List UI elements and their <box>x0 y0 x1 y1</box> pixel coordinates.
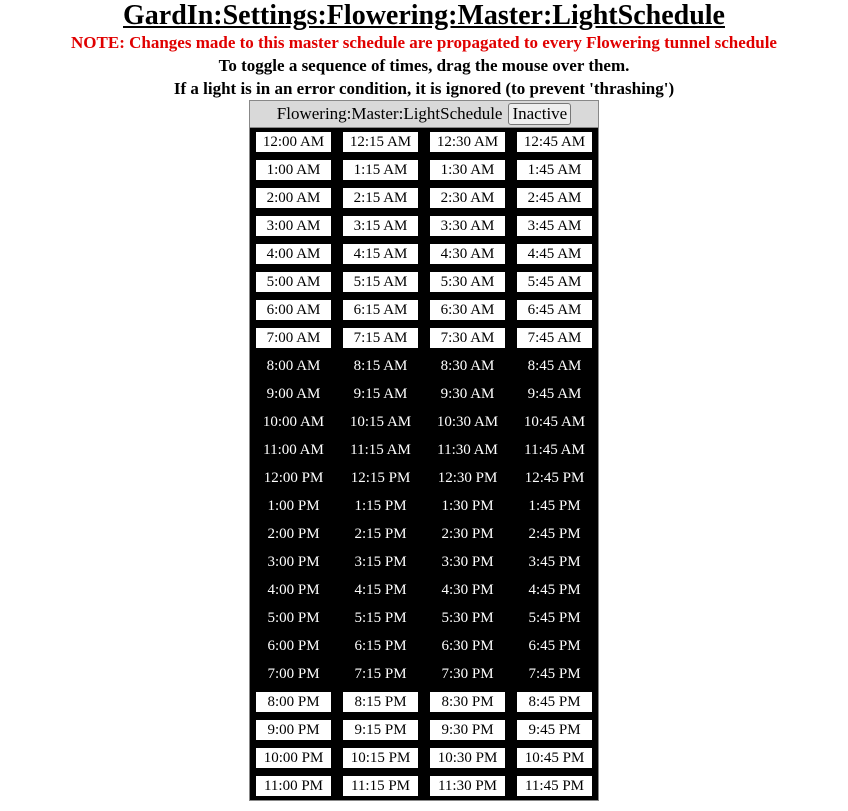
time-slot-4-45-am[interactable]: 4:45 AM <box>517 244 592 264</box>
time-slot-5-45-am[interactable]: 5:45 AM <box>517 272 592 292</box>
time-slot-12-15-am[interactable]: 12:15 AM <box>343 132 418 152</box>
error-instruction: If a light is in an error condition, it is ignored (to prevent 'thrashing') <box>173 79 675 98</box>
time-slot-9-30-pm[interactable]: 9:30 PM <box>430 720 505 740</box>
time-slot-9-00-am[interactable]: 9:00 AM <box>256 384 331 404</box>
time-slot-6-15-am[interactable]: 6:15 AM <box>343 300 418 320</box>
time-slot-3-30-am[interactable]: 3:30 AM <box>430 216 505 236</box>
time-slot-2-30-am[interactable]: 2:30 AM <box>430 188 505 208</box>
time-slot-3-45-pm[interactable]: 3:45 PM <box>517 552 592 572</box>
page-title: GardIn:Settings:Flowering:Master:LightSchedule <box>123 0 725 31</box>
light-schedule-panel <box>249 100 599 801</box>
time-slot-1-15-pm[interactable]: 1:15 PM <box>343 496 418 516</box>
time-slot-3-00-pm[interactable]: 3:00 PM <box>256 552 331 572</box>
time-slot-10-30-pm[interactable]: 10:30 PM <box>430 748 505 768</box>
time-slot-4-15-am[interactable]: 4:15 AM <box>343 244 418 264</box>
time-slot-1-15-am[interactable]: 1:15 AM <box>343 160 418 180</box>
time-slot-7-45-pm[interactable]: 7:45 PM <box>517 664 592 684</box>
time-slot-4-00-pm[interactable]: 4:00 PM <box>256 580 331 600</box>
time-slot-5-30-pm[interactable]: 5:30 PM <box>430 608 505 628</box>
time-slot-11-45-pm[interactable]: 11:45 PM <box>517 776 592 796</box>
time-slot-1-00-pm[interactable]: 1:00 PM <box>256 496 331 516</box>
time-slot-11-15-am[interactable]: 11:15 AM <box>343 440 418 460</box>
time-slot-2-15-pm[interactable]: 2:15 PM <box>343 524 418 544</box>
time-slot-11-00-am[interactable]: 11:00 AM <box>256 440 331 460</box>
time-slot-3-00-am[interactable]: 3:00 AM <box>256 216 331 236</box>
time-slot-9-00-pm[interactable]: 9:00 PM <box>256 720 331 740</box>
time-slot-8-15-am[interactable]: 8:15 AM <box>343 356 418 376</box>
time-slot-1-45-pm[interactable]: 1:45 PM <box>517 496 592 516</box>
time-slot-2-45-am[interactable]: 2:45 AM <box>517 188 592 208</box>
time-slot-5-00-am[interactable]: 5:00 AM <box>256 272 331 292</box>
time-slot-8-45-am[interactable]: 8:45 AM <box>517 356 592 376</box>
time-slot-12-45-am[interactable]: 12:45 AM <box>517 132 592 152</box>
time-slot-12-30-am[interactable]: 12:30 AM <box>430 132 505 152</box>
time-slot-2-30-pm[interactable]: 2:30 PM <box>430 524 505 544</box>
drag-instruction: To toggle a sequence of times, drag the mouse over them. <box>218 56 630 75</box>
time-slot-10-30-am[interactable]: 10:30 AM <box>430 412 505 432</box>
time-slot-10-45-pm[interactable]: 10:45 PM <box>517 748 592 768</box>
time-slot-1-45-am[interactable]: 1:45 AM <box>517 160 592 180</box>
time-slot-6-30-am[interactable]: 6:30 AM <box>430 300 505 320</box>
time-slot-9-15-pm[interactable]: 9:15 PM <box>343 720 418 740</box>
time-slot-7-15-am[interactable]: 7:15 AM <box>343 328 418 348</box>
time-slot-6-15-pm[interactable]: 6:15 PM <box>343 636 418 656</box>
time-slot-8-15-pm[interactable]: 8:15 PM <box>343 692 418 712</box>
time-slot-4-30-pm[interactable]: 4:30 PM <box>430 580 505 600</box>
time-slot-7-15-pm[interactable]: 7:15 PM <box>343 664 418 684</box>
time-slot-11-30-am[interactable]: 11:30 AM <box>430 440 505 460</box>
time-slot-3-45-am[interactable]: 3:45 AM <box>517 216 592 236</box>
time-slot-8-00-am[interactable]: 8:00 AM <box>256 356 331 376</box>
time-slot-3-15-pm[interactable]: 3:15 PM <box>343 552 418 572</box>
time-slot-6-00-am[interactable]: 6:00 AM <box>256 300 331 320</box>
time-slot-3-15-am[interactable]: 3:15 AM <box>343 216 418 236</box>
time-slot-8-00-pm[interactable]: 8:00 PM <box>256 692 331 712</box>
time-slot-7-45-am[interactable]: 7:45 AM <box>517 328 592 348</box>
time-slot-2-45-pm[interactable]: 2:45 PM <box>517 524 592 544</box>
time-slot-10-45-am[interactable]: 10:45 AM <box>517 412 592 432</box>
time-slot-12-30-pm[interactable]: 12:30 PM <box>430 468 505 488</box>
time-slot-12-45-pm[interactable]: 12:45 PM <box>517 468 592 488</box>
time-slot-5-15-am[interactable]: 5:15 AM <box>343 272 418 292</box>
time-slot-5-30-am[interactable]: 5:30 AM <box>430 272 505 292</box>
time-slot-1-30-pm[interactable]: 1:30 PM <box>430 496 505 516</box>
time-slot-11-45-am[interactable]: 11:45 AM <box>517 440 592 460</box>
time-slot-10-00-am[interactable]: 10:00 AM <box>256 412 331 432</box>
propagation-note: NOTE: Changes made to this master schedule are propagated to every Flowering tunnel schedule <box>71 33 777 52</box>
time-slot-3-30-pm[interactable]: 3:30 PM <box>430 552 505 572</box>
time-slot-4-30-am[interactable]: 4:30 AM <box>430 244 505 264</box>
time-slot-9-15-am[interactable]: 9:15 AM <box>343 384 418 404</box>
time-slot-9-45-pm[interactable]: 9:45 PM <box>517 720 592 740</box>
time-slot-6-00-pm[interactable]: 6:00 PM <box>256 636 331 656</box>
time-slot-4-00-am[interactable]: 4:00 AM <box>256 244 331 264</box>
time-slot-12-00-am[interactable]: 12:00 AM <box>256 132 331 152</box>
time-slot-9-45-am[interactable]: 9:45 AM <box>517 384 592 404</box>
time-slot-6-45-am[interactable]: 6:45 AM <box>517 300 592 320</box>
time-slot-8-30-am[interactable]: 8:30 AM <box>430 356 505 376</box>
time-slot-5-00-pm[interactable]: 5:00 PM <box>256 608 331 628</box>
time-slot-12-15-pm[interactable]: 12:15 PM <box>343 468 418 488</box>
time-slot-1-30-am[interactable]: 1:30 AM <box>430 160 505 180</box>
time-slot-8-45-pm[interactable]: 8:45 PM <box>517 692 592 712</box>
time-slot-8-30-pm[interactable]: 8:30 PM <box>430 692 505 712</box>
schedule-name: Flowering:Master:LightSchedule <box>276 104 503 123</box>
time-slot-11-30-pm[interactable]: 11:30 PM <box>430 776 505 796</box>
time-slot-10-00-pm[interactable]: 10:00 PM <box>256 748 331 768</box>
time-slot-12-00-pm[interactable]: 12:00 PM <box>256 468 331 488</box>
time-slot-10-15-am[interactable]: 10:15 AM <box>343 412 418 432</box>
time-slot-11-00-pm[interactable]: 11:00 PM <box>256 776 331 796</box>
time-slot-7-30-pm[interactable]: 7:30 PM <box>430 664 505 684</box>
time-slot-2-00-pm[interactable]: 2:00 PM <box>256 524 331 544</box>
time-slot-5-15-pm[interactable]: 5:15 PM <box>343 608 418 628</box>
time-slot-1-00-am[interactable]: 1:00 AM <box>256 160 331 180</box>
time-slot-2-00-am[interactable]: 2:00 AM <box>256 188 331 208</box>
schedule-header <box>250 101 598 128</box>
time-slot-6-30-pm[interactable]: 6:30 PM <box>430 636 505 656</box>
time-slot-grid <box>250 128 598 800</box>
time-slot-7-30-am[interactable]: 7:30 AM <box>430 328 505 348</box>
time-slot-7-00-am[interactable]: 7:00 AM <box>256 328 331 348</box>
inactive-status-button[interactable]: Inactive <box>508 103 571 125</box>
time-slot-4-45-pm[interactable]: 4:45 PM <box>517 580 592 600</box>
time-slot-9-30-am[interactable]: 9:30 AM <box>430 384 505 404</box>
time-slot-6-45-pm[interactable]: 6:45 PM <box>517 636 592 656</box>
time-slot-10-15-pm[interactable]: 10:15 PM <box>343 748 418 768</box>
time-slot-11-15-pm[interactable]: 11:15 PM <box>343 776 418 796</box>
time-slot-2-15-am[interactable]: 2:15 AM <box>343 188 418 208</box>
time-slot-7-00-pm[interactable]: 7:00 PM <box>256 664 331 684</box>
time-slot-4-15-pm[interactable]: 4:15 PM <box>343 580 418 600</box>
time-slot-5-45-pm[interactable]: 5:45 PM <box>517 608 592 628</box>
